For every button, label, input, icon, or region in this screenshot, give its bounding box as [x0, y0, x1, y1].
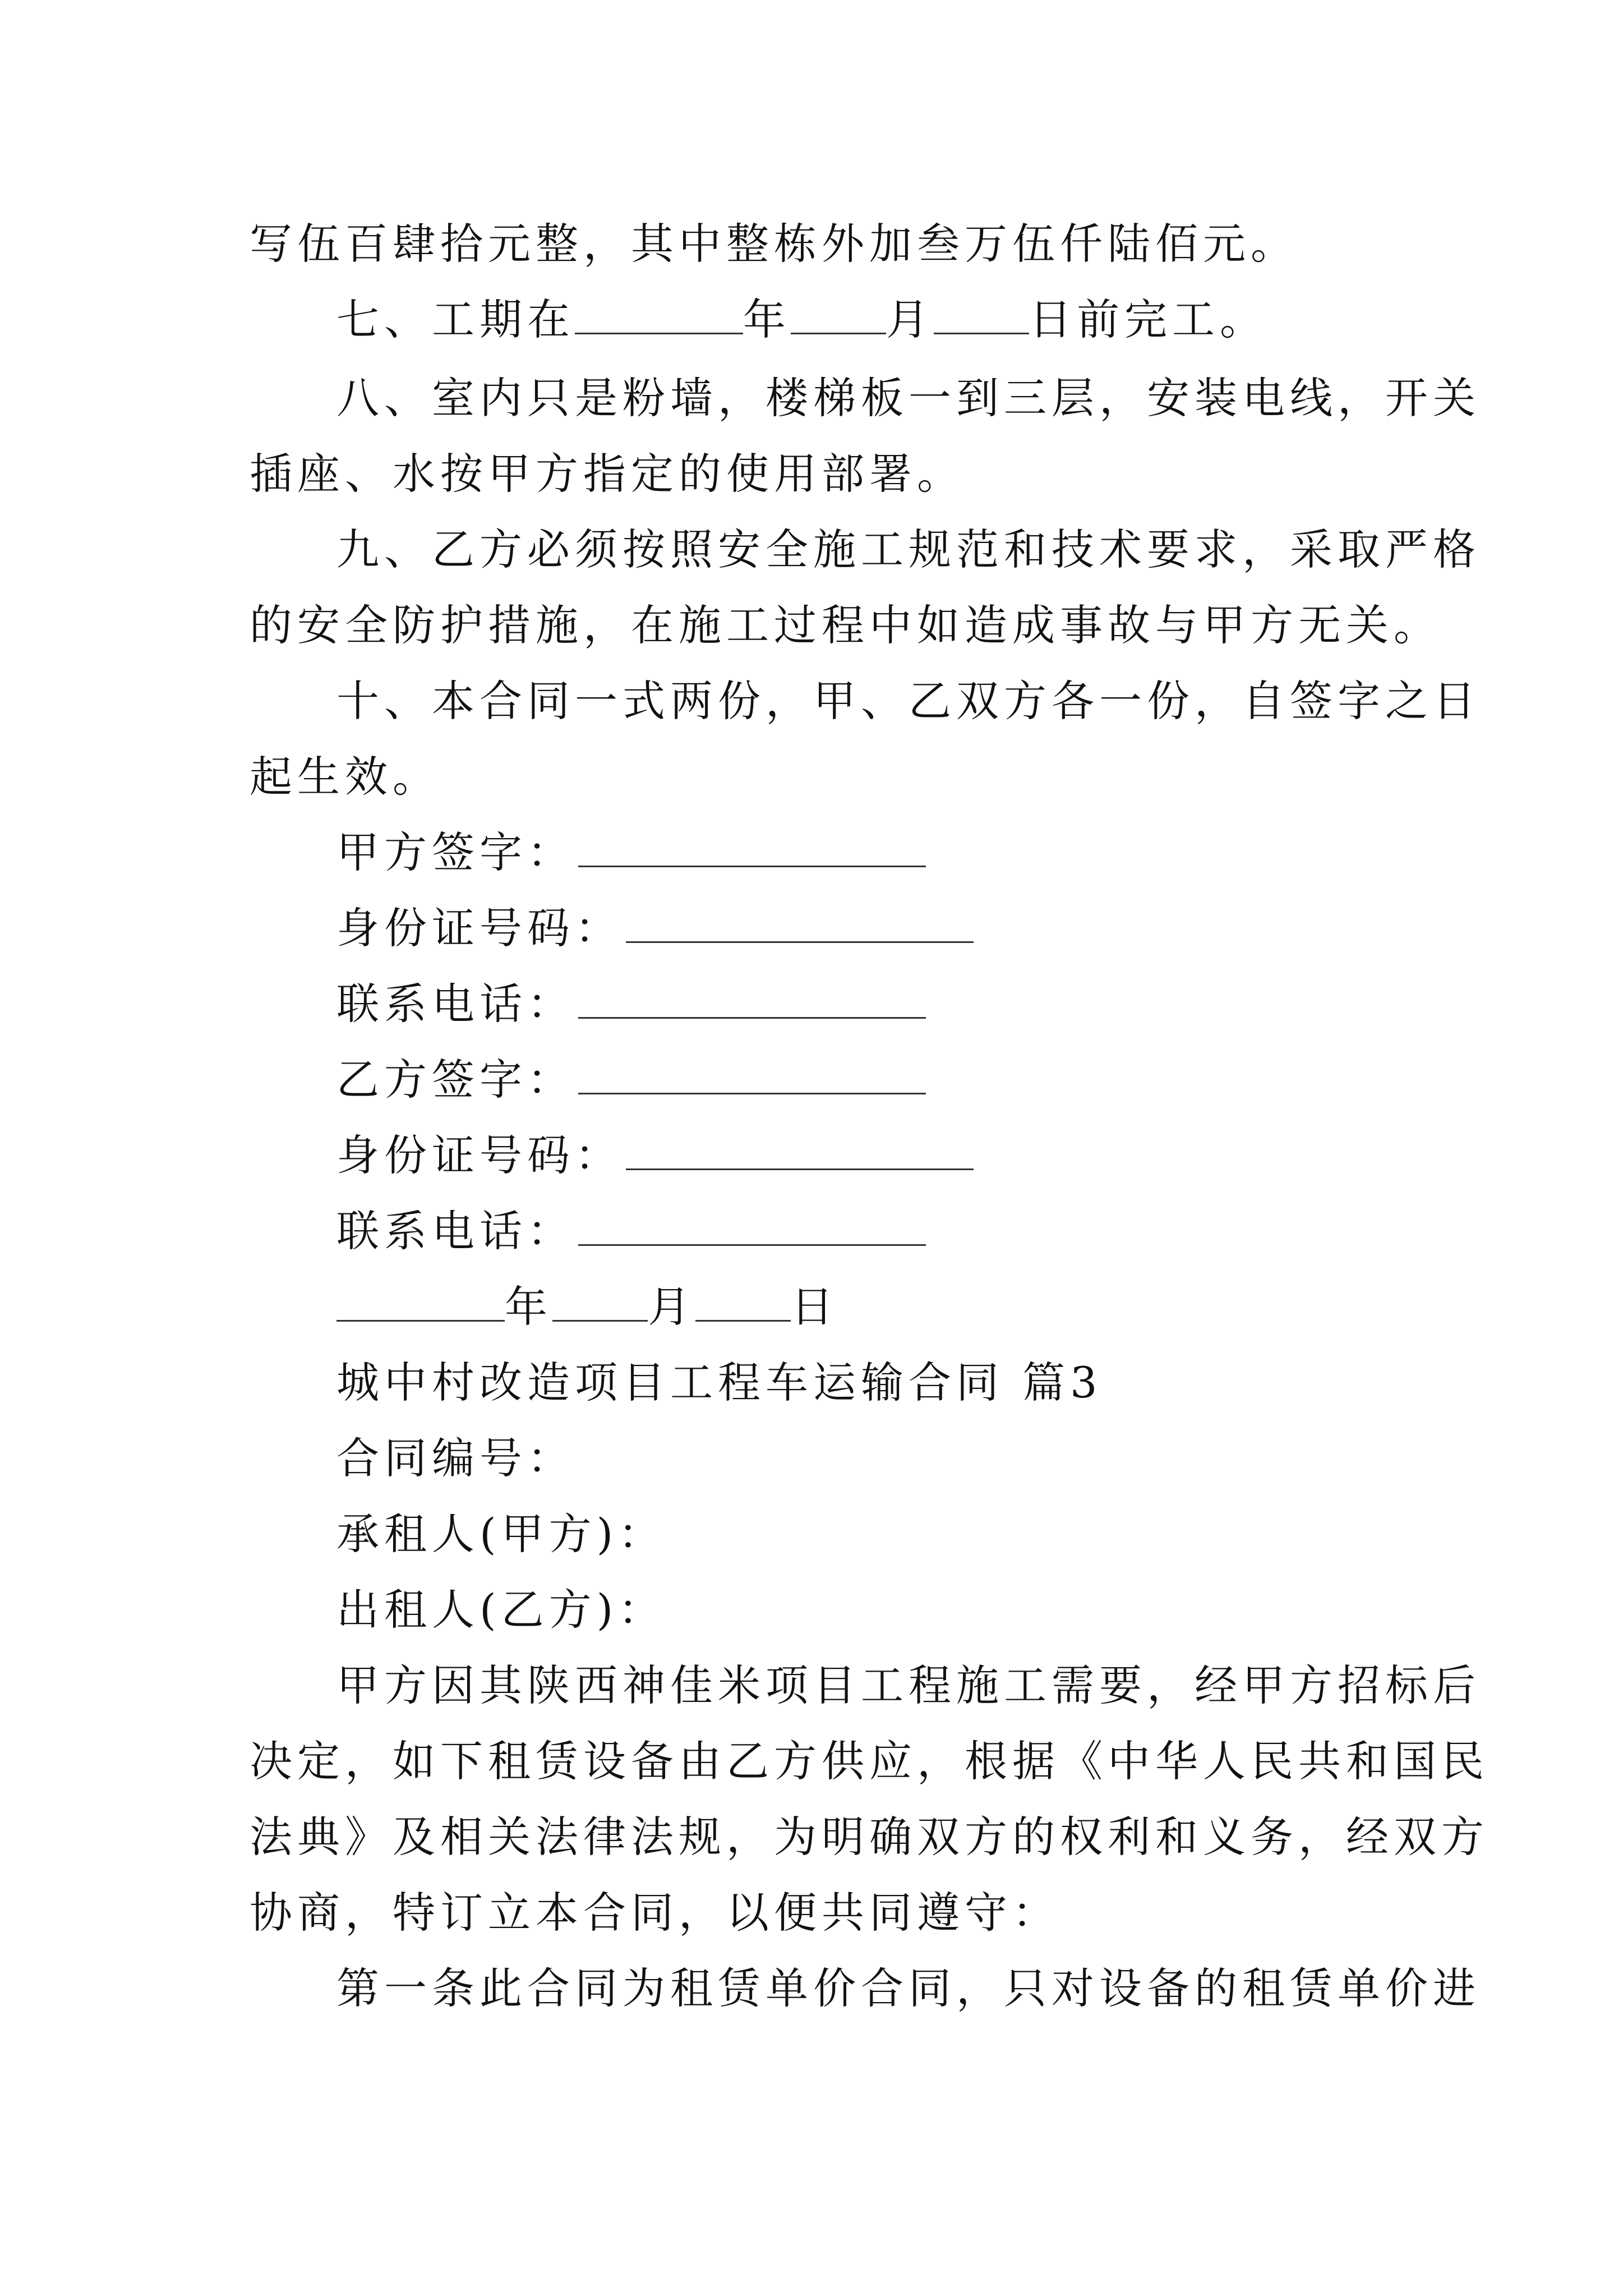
signature-party-b: 乙方签字：	[336, 1052, 926, 1108]
paragraph-payment-end: 写伍百肆拾元整，其中整栋外加叁万伍仟陆佰元。	[250, 219, 1298, 269]
paragraph-10-line-1: 十、本合同一式两份，甲、乙双方各一份，自签字之日	[336, 676, 1481, 726]
lessee-label: 承租人(甲方)：	[336, 1509, 666, 1559]
id-number-blank	[626, 907, 974, 943]
blank-year	[336, 1285, 505, 1322]
id-number-party-a: 身份证号码：	[336, 900, 974, 956]
lessor-label: 出租人(乙方)：	[336, 1585, 666, 1635]
paragraph-8-line-1: 八、室内只是粉墙，楼梯板一到三层，安装电线，开关	[336, 373, 1481, 423]
intro-line-3: 法典》及相关法律法规，为明确双方的权利和义务，经双方	[250, 1812, 1489, 1862]
signature-blank	[578, 831, 926, 867]
signature-blank	[578, 1058, 926, 1094]
phone-blank	[578, 1209, 926, 1246]
paragraph-10-line-2: 起生效。	[250, 752, 440, 802]
phone-blank	[578, 982, 926, 1019]
intro-line-4: 协商，特订立本合同，以便共同遵守：	[250, 1888, 1060, 1938]
blank-day	[934, 298, 1029, 334]
phone-party-a: 联系电话：	[336, 976, 926, 1032]
contract-number-label: 合同编号：	[336, 1433, 575, 1483]
section-title: 城中村改造项目工程车运输合同 篇3	[336, 1358, 1103, 1407]
signing-date: 年 月 日	[336, 1279, 838, 1335]
blank-month	[552, 1285, 648, 1322]
blank-day	[695, 1285, 791, 1322]
paragraph-9-line-2: 的安全防护措施，在施工过程中如造成事故与甲方无关。	[250, 600, 1441, 650]
phone-party-b: 联系电话：	[336, 1203, 926, 1259]
intro-line-2: 决定，如下租赁设备由乙方供应，根据《中华人民共和国民	[250, 1736, 1489, 1786]
signature-party-a: 甲方签字：	[336, 825, 926, 881]
id-number-blank	[626, 1134, 974, 1170]
paragraph-8-line-2: 插座、水按甲方指定的使用部署。	[250, 449, 965, 499]
intro-line-1: 甲方因其陕西神佳米项目工程施工需要，经甲方招标后	[336, 1660, 1481, 1710]
id-number-party-b: 身份证号码：	[336, 1128, 974, 1184]
blank-year	[575, 298, 743, 334]
paragraph-7-deadline: 七、工期在 年 月 日前完工。	[336, 295, 1267, 344]
paragraph-9-line-1: 九、乙方必须按照安全施工规范和技术要求，采取严格	[336, 524, 1481, 574]
blank-month	[791, 298, 886, 334]
article-1-line-1: 第一条此合同为租赁单价合同，只对设备的租赁单价进	[336, 1963, 1481, 2013]
